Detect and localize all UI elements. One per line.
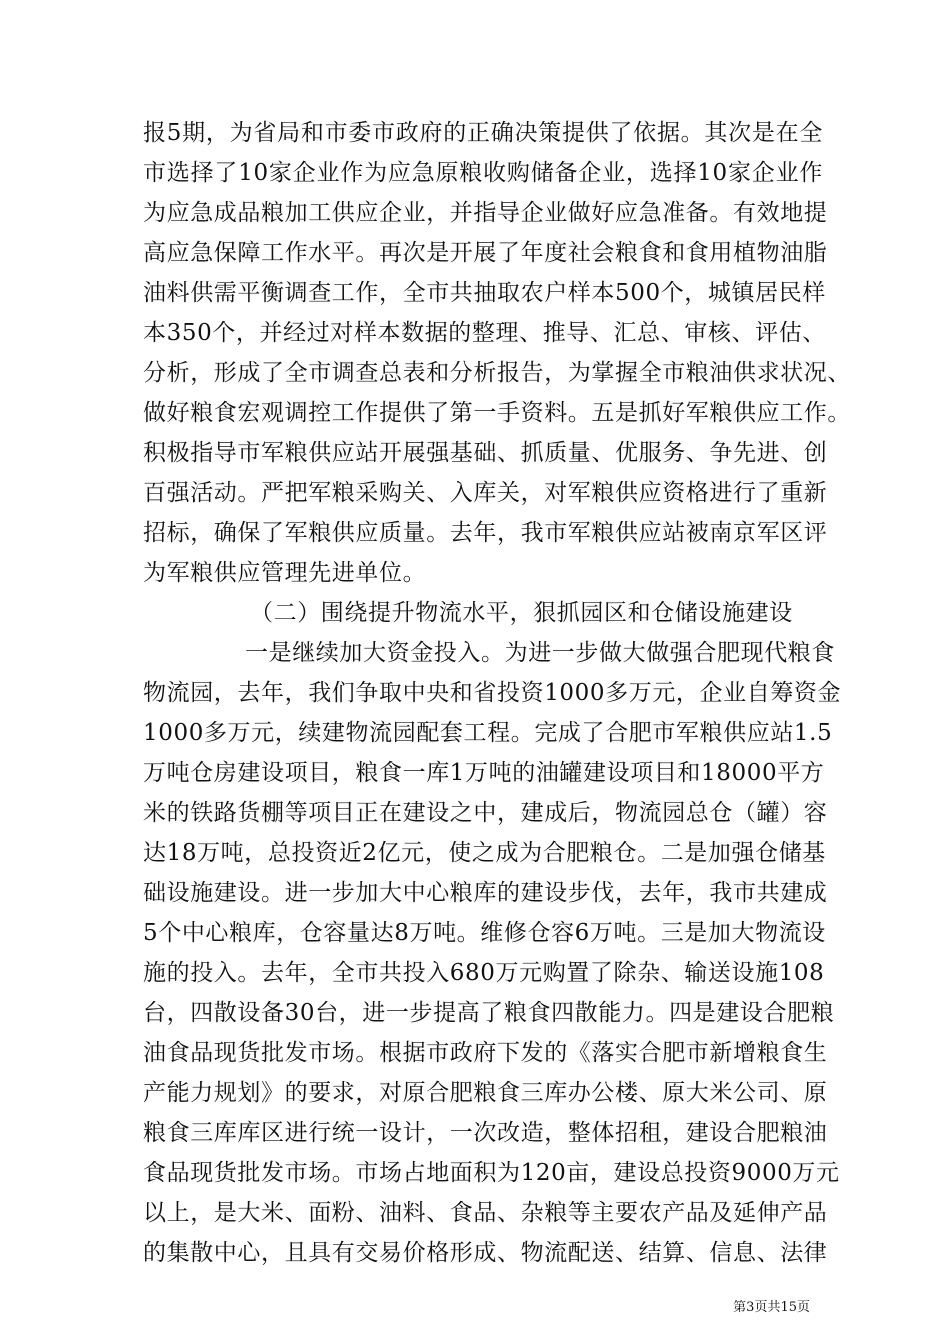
paragraph-1-line-5: 油料供需平衡调查工作，全市共抽取农户样本500个，城镇居民样 [143,280,826,306]
paragraph-2-line-15: 以上，是大米、面粉、油料、食品、杂粮等主要农产品及延伸产品 [143,1200,828,1226]
paragraph-2-line-7: 础设施建设。进一步加大中心粮库的建设步伐，去年，我市共建成 [143,880,828,906]
paragraph-2-line-16: 的集散中心，且具有交易价格形成、物流配送、结算、信息、法律 [143,1240,828,1266]
paragraph-1-line-4: 高应急保障工作水平。再次是开展了年度社会粮食和食用植物油脂 [143,240,828,266]
paragraph-2-line-6: 达18万吨，总投资近2亿元，使之成为合肥粮仓。二是加强仓储基 [143,840,826,866]
paragraph-2-line-2: 物流园，去年，我们争取中央和省投资1000多万元，企业自筹资金 [143,680,842,706]
paragraph-2-line-3: 1000多万元，续建物流园配套工程。完成了合肥市军粮供应站1.5 [143,720,833,746]
paragraph-1-line-12: 为军粮供应管理先进单位。 [143,560,427,586]
page-number-footer: 第3页共15页 [733,1300,810,1315]
paragraph-2-line-10: 台，四散设备30台，进一步提高了粮食四散能力。四是建设合肥粮 [143,1000,835,1026]
paragraph-2-line-4: 万吨仓房建设项目，粮食一库1万吨的油罐建设项目和18000平方 [143,760,825,786]
paragraph-1-line-11: 招标，确保了军粮供应质量。去年，我市军粮供应站被南京军区评 [143,520,828,546]
paragraph-2-line-14: 食品现货批发市场。市场占地面积为120亩，建设总投资9000万元 [143,1160,840,1186]
paragraph-1-line-6: 本350个，并经过对样本数据的整理、推导、汇总、审核、评估、 [143,320,826,346]
paragraph-1-line-8: 做好粮食宏观调控工作提供了第一手资料。五是抓好军粮供应工作。 [143,400,851,426]
paragraph-1-line-9: 积极指导市军粮供应站开展强基础、抓质量、优服务、争先进、创 [143,440,828,466]
paragraph-2-line-8: 5个中心粮库，仓容量达8万吨。维修仓容6万吨。三是加大物流设 [143,920,826,946]
paragraph-1-line-10: 百强活动。严把军粮采购关、入库关，对军粮供应资格进行了重新 [143,480,828,506]
paragraph-2-line-9: 施的投入。去年，全市共投入680万元购置了除杂、输送设施108 [143,960,825,986]
paragraph-1-line-7: 分析，形成了全市调查总表和分析报告，为掌握全市粮油供求状况、 [143,360,851,386]
paragraph-1-line-1: 报5期，为省局和市委市政府的正确决策提供了依据。其次是在全 [143,120,823,146]
paragraph-2-line-1: 一是继续加大资金投入。为进一步做大做强合肥现代粮食 [245,640,835,666]
paragraph-1-line-3: 为应急成品粮加工供应企业，并指导企业做好应急准备。有效地提 [143,200,828,226]
paragraph-2-line-13: 粮食三库库区进行统一设计，一次改造，整体招租，建设合肥粮油 [143,1120,828,1146]
paragraph-2-line-11: 油食品现货批发市场。根据市政府下发的《落实合肥市新增粮食生 [143,1040,828,1066]
paragraph-1-line-2: 市选择了10家企业作为应急原粮收购储备企业，选择10家企业作 [143,160,823,186]
paragraph-2-line-12: 产能力规划》的要求，对原合肥粮食三库办公楼、原大米公司、原 [143,1080,828,1106]
paragraph-2-line-5: 米的铁路货棚等项目正在建设之中，建成后，物流园总仓（罐）容 [143,800,828,826]
section-heading: （二）围绕提升物流水平，狠抓园区和仓储设施建设 [250,600,793,626]
